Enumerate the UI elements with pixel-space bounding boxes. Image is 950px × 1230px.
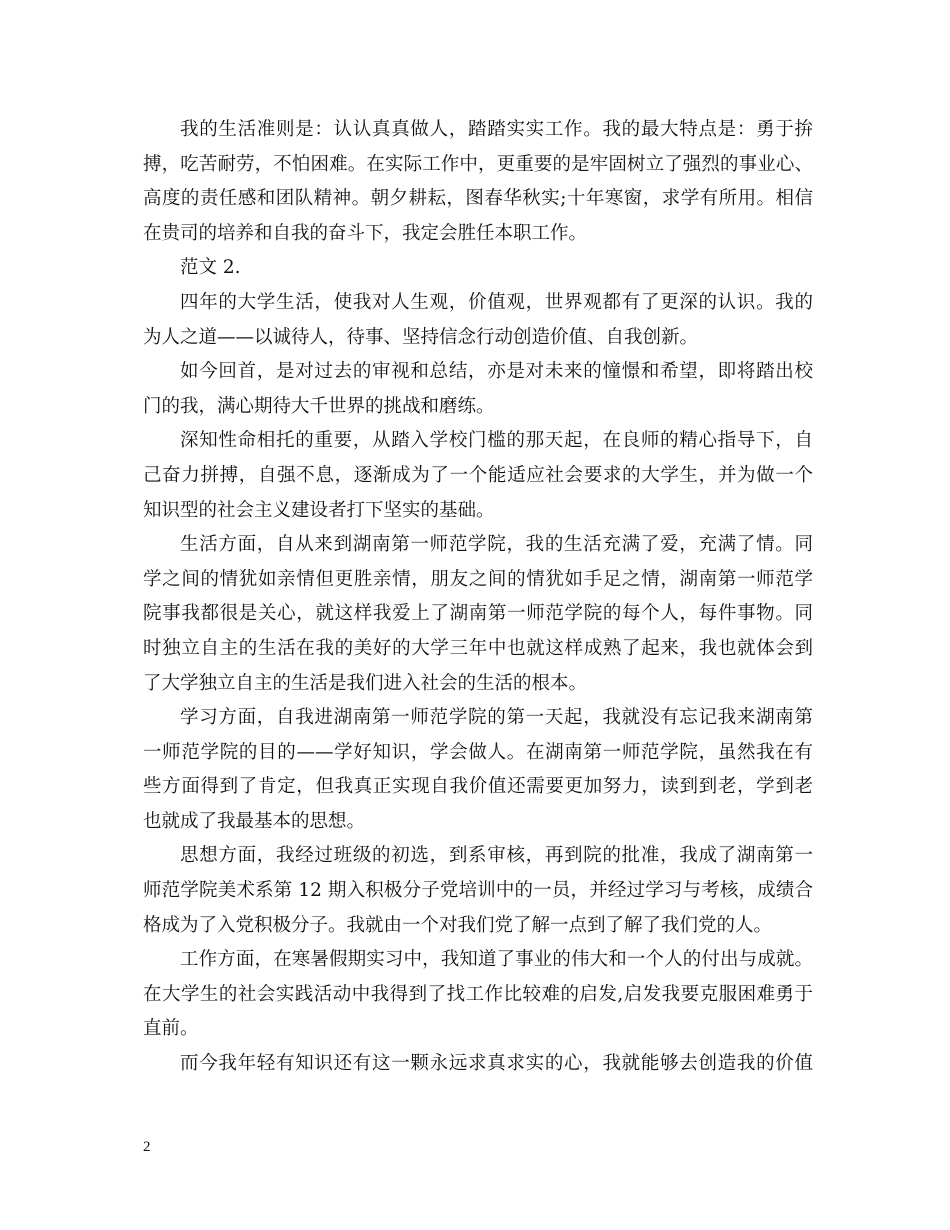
paragraph-line: 工作方面，在寒暑假期实习中，我知道了事业的伟大和一个人的付出与成就。 bbox=[180, 949, 813, 971]
paragraph-line: 直前。 bbox=[143, 1018, 199, 1040]
paragraph-line: 四年的大学生活，使我对人生观，价值观，世界观都有了更深的认识。我的 bbox=[180, 291, 813, 313]
paragraph-line: 如今回首，是对过去的审视和总结，亦是对未来的憧憬和希望，即将踏出校 bbox=[180, 361, 813, 383]
paragraph-line: 了大学独立自主的生活是我们进入社会的生活的根本。 bbox=[143, 672, 588, 694]
paragraph-line: 格成为了入党积极分子。我就由一个对我们党了解一点到了解了我们党的人。 bbox=[143, 914, 773, 936]
paragraph-line: 我的生活准则是：认认真真做人，踏踏实实工作。我的最大特点是：勇于拚 bbox=[180, 119, 813, 140]
paragraph-line: 为人之道——以诚待人，待事、坚持信念行动创造价值、自我创新。 bbox=[143, 326, 699, 348]
section-heading: 范文 2. bbox=[180, 257, 241, 279]
paragraph-line: 时独立自主的生活在我的美好的大学三年中也就这样成熟了起来，我也就体会到 bbox=[143, 637, 813, 659]
paragraph-line: 学习方面，自我进湖南第一师范学院的第一天起，我就没有忘记我来湖南第 bbox=[180, 707, 813, 729]
paragraph-line: 学之间的情犹如亲情但更胜亲情，朋友之间的情犹如手足之情，湖南第一师范学 bbox=[143, 568, 813, 590]
paragraph-line: 搏，吃苦耐劳，不怕困难。在实际工作中，更重要的是牢固树立了强烈的事业心、 bbox=[143, 153, 813, 175]
paragraph-line: 知识型的社会主义建设者打下坚实的基础。 bbox=[143, 499, 495, 521]
paragraph-line: 些方面得到了肯定，但我真正实现自我价值还需要更加努力，读到到老，学到老 bbox=[143, 776, 813, 798]
paragraph-line: 在大学生的社会实践活动中我得到了找工作比较难的启发,启发我要克服困难勇于 bbox=[143, 983, 813, 1005]
paragraph-line: 思想方面，我经过班级的初选，到系审核，再到院的批准，我成了湖南第一 bbox=[180, 845, 813, 867]
paragraph-line: 在贵司的培养和自我的奋斗下，我定会胜任本职工作。 bbox=[143, 222, 588, 244]
page-number: 2 bbox=[143, 1139, 151, 1155]
paragraph-line: 生活方面，自从来到湖南第一师范学院，我的生活充满了爱，充满了情。同 bbox=[180, 534, 813, 556]
paragraph-line: 一师范学院的目的——学好知识，学会做人。在湖南第一师范学院，虽然我在有 bbox=[143, 741, 813, 763]
paragraph-line: 己奋力拼搏，自强不息，逐渐成为了一个能适应社会要求的大学生，并为做一个 bbox=[143, 464, 813, 486]
paragraph-line: 高度的责任感和团队精神。朝夕耕耘，图春华秋实;十年寒窗，求学有所用。相信 bbox=[143, 188, 813, 210]
body-text bbox=[143, 113, 813, 1082]
paragraph-line: 师范学院美术系第 12 期入积极分子党培训中的一员，并经过学习与考核，成绩合 bbox=[143, 880, 813, 902]
paragraph-line: 也就成了我最基本的思想。 bbox=[143, 810, 366, 832]
paragraph-line: 而今我年轻有知识还有这一颗永远求真求实的心，我就能够去创造我的价值 bbox=[180, 1053, 813, 1075]
paragraph-line: 门的我，满心期待大千世界的挑战和磨练。 bbox=[143, 395, 495, 417]
paragraph-line: 深知性命相托的重要，从踏入学校门槛的那天起，在良师的精心指导下，自 bbox=[180, 430, 813, 452]
paragraph-line: 院事我都很是关心，就这样我爱上了湖南第一师范学院的每个人，每件事物。同 bbox=[143, 603, 813, 625]
